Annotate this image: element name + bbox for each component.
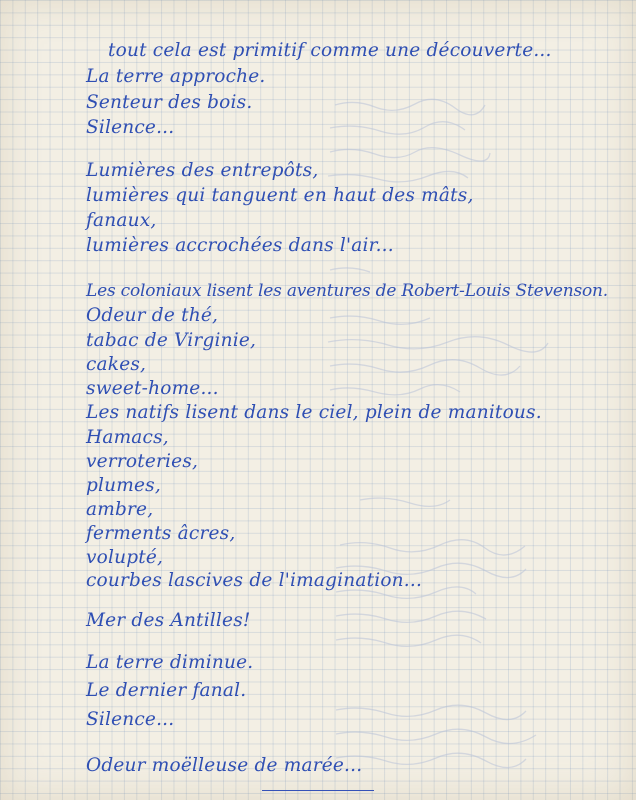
poem-line: courbes lascives de l'imagination... [86,570,423,591]
poem-line: Silence... [86,117,175,138]
poem-line: Silence... [86,709,175,730]
poem-line: tout cela est primitif comme une découverte... [108,40,552,61]
poem-line: ferments âcres, [86,523,236,544]
poem-line: Les natifs lisent dans le ciel, plein de manitous. [86,402,542,423]
poem-line: Lumières des entrepôts, [86,160,319,181]
poem-line: ambre, [86,499,154,520]
poem-line: Mer des Antilles! [86,610,251,631]
poem-line: Odeur de thé, [86,305,219,326]
poem-line: lumières qui tanguent en haut des mâts, [86,185,474,206]
poem-line: volupté, [86,547,164,568]
poem-line: La terre approche. [86,66,266,87]
poem-line: Hamacs, [86,427,169,448]
poem-line: fanaux, [86,210,157,231]
poem-line: plumes, [86,475,161,496]
poem-line: Odeur moëlleuse de marée... [86,755,363,776]
poem-line: Le dernier fanal. [86,680,247,701]
poem-line: cakes, [86,354,147,375]
closing-rule [262,790,374,791]
poem-line: La terre diminue. [86,652,254,673]
poem-line: lumières accrochées dans l'air... [86,235,394,256]
poem-line: sweet-home... [86,378,219,399]
poem-line: verroteries, [86,451,199,472]
poem-line: tabac de Virginie, [86,330,257,351]
poem-line: Les coloniaux lisent les aventures de Robert-Louis Stevenson. [86,281,609,301]
poem-line: Senteur des bois. [86,92,253,113]
